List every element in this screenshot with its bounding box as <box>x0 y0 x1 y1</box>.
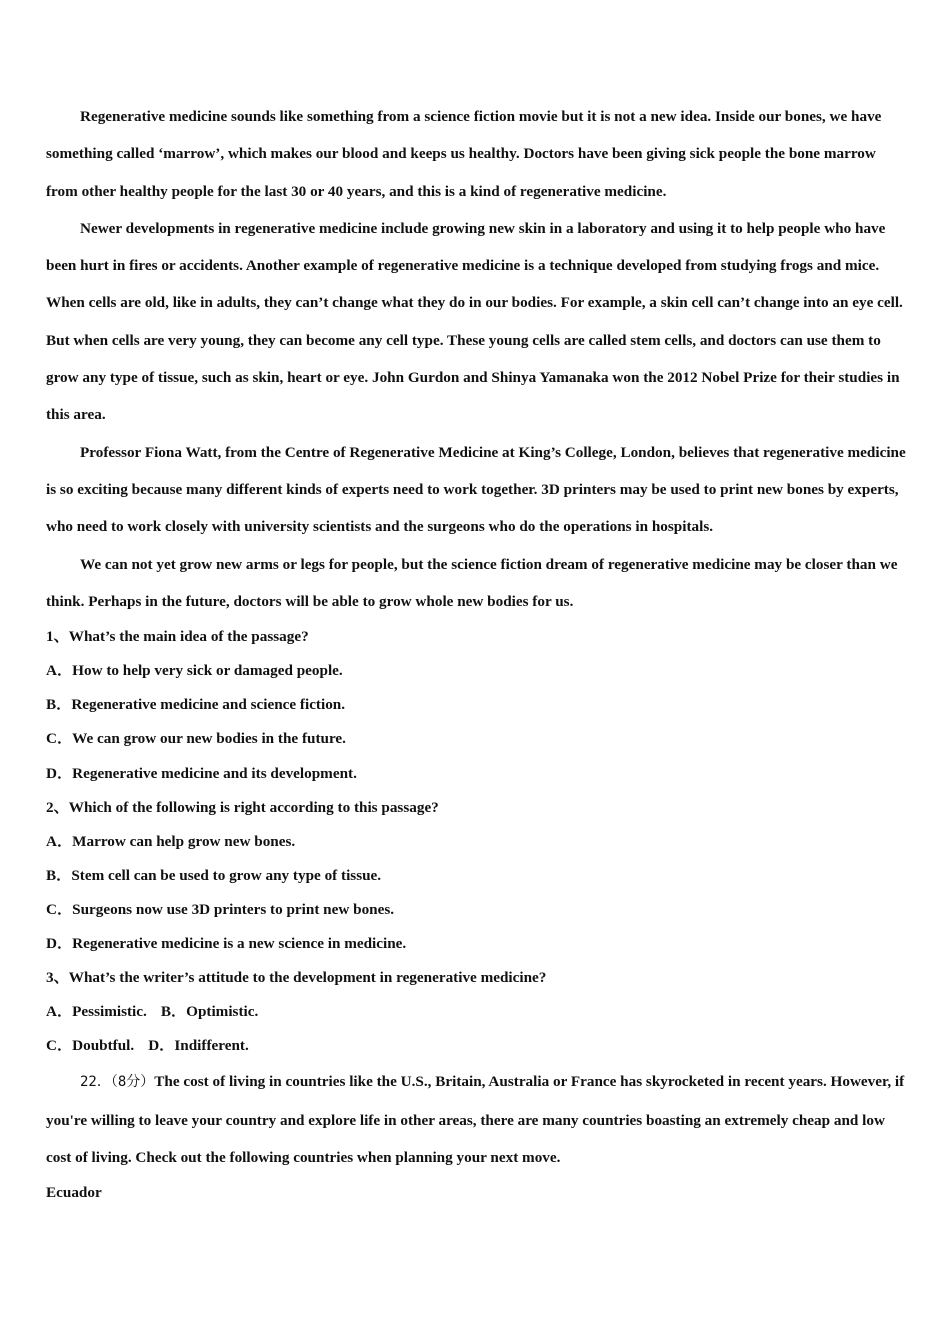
section-22-intro <box>46 1063 906 1176</box>
question-1 <box>46 620 906 790</box>
section-22-heading: Ecuador <box>46 1184 102 1202</box>
question-1-option-d: D．Regenerative medicine and its development. <box>46 764 357 782</box>
question-2-option-b: B．Stem cell can be used to grow any type of tissue. <box>46 866 382 884</box>
question-3-stem: 3、What’s the writer’s attitude to the development in regenerative medicine? <box>46 969 547 987</box>
question-2-option-d: D．Regenerative medicine is a new science in medicine. <box>46 935 407 952</box>
question-2-option-a: A．Marrow can help grow new bones. <box>46 832 296 850</box>
question-1-stem: 1、What’s the main idea of the passage? <box>46 628 309 646</box>
section-22-number: 22．（8分） <box>80 1074 155 1091</box>
question-3-option-a: A．Pessimistic. <box>46 1003 147 1021</box>
question-2-option-c: C．Surgeons now use 3D printers to print new bones. <box>46 900 395 918</box>
question-3-option-c: C．Doubtful. <box>46 1037 135 1055</box>
question-3-option-d: D．Indifferent. <box>148 1037 249 1055</box>
passage-paragraph-3: Professor Fiona Watt, from the Centre of Regenerative Medicine at King’s College, London, believes that regenerative medicine is so exciting because many different kinds of experts need to work together. 3D printers may be used to print new bones by experts, who need to work closely with university scientists and the surgeons who do the operations in hospitals. <box>46 443 906 536</box>
question-1-option-c: C．We can grow our new bodies in the future. <box>46 730 346 748</box>
question-3-option-b: B．Optimistic. <box>160 1003 259 1021</box>
question-1-option-a: A．How to help very sick or damaged people. <box>46 662 343 680</box>
passage-paragraph-2: Newer developments in regenerative medicine include growing new skin in a laboratory and using it to help people who have been hurt in fires or accidents. Another example of regenerative medicine is a technique developed from studying frogs and mice. When cells are old, like in adults, they can’t change what they do in our bodies. For example, a skin cell can’t change into an eye cell. But when cells are very young, they can become any cell type. These young cells are called stem cells, and doctors can use them to grow any type of tissue, such as skin, heart or eye. John Gurdon and Shinya Yamanaka won the 2012 Nobel Prize for their studies in this area. <box>46 219 903 424</box>
question-3-options-row-1 <box>46 995 906 1029</box>
document-page <box>46 98 906 1210</box>
section-22-text: The cost of living in countries like the U.S., Britain, Australia or France has skyrocketed in recent years. However, if you're willing to leave your country and explore life in other areas, there are many countries boasting an extremely cheap and low cost of living. Check out the following countries when planning your next move. <box>46 1073 905 1166</box>
question-1-option-b: B．Regenerative medicine and science fiction. <box>46 696 346 714</box>
passage-paragraph-1: Regenerative medicine sounds like something from a science fiction movie but it is not a new idea. Inside our bones, we have something called ‘marrow’, which makes our blood and keeps us healthy. Doctors have been giving sick people the bone marrow from other healthy people for the last 30 or 40 years, and this is a kind of regenerative medicine. <box>46 108 882 200</box>
passage-paragraph-4: We can not yet grow new arms or legs for people, but the science fiction dream of regenerative medicine may be closer than we think. Perhaps in the future, doctors will be able to grow whole new bodies for us. <box>46 555 898 610</box>
question-2-stem: 2、Which of the following is right according to this passage? <box>46 798 439 816</box>
question-2 <box>46 791 906 961</box>
question-3-options-row-2 <box>46 1029 906 1063</box>
question-3 <box>46 961 906 1063</box>
